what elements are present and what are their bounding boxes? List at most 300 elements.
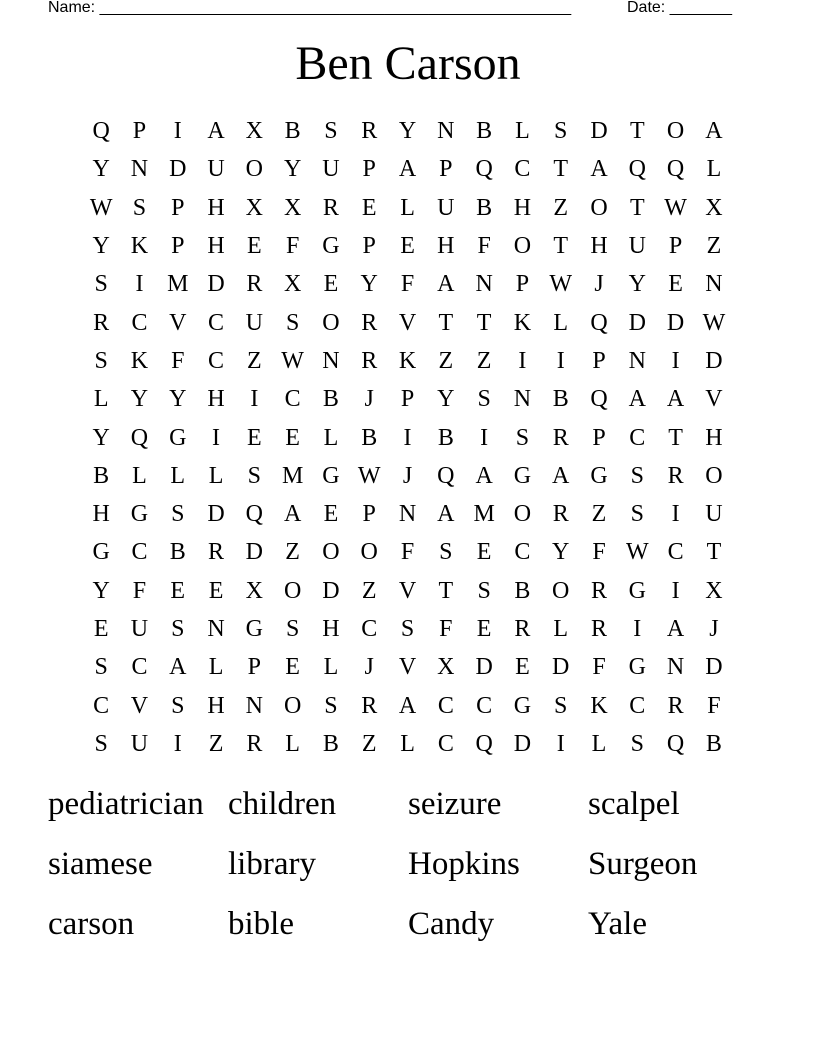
grid-letter: D	[628, 309, 646, 336]
grid-letter: U	[130, 730, 149, 757]
grid-letter: B	[437, 424, 454, 451]
grid-letter: Q	[475, 730, 493, 757]
grid-letter: B	[476, 118, 493, 145]
grid-row	[82, 610, 733, 648]
grid-letter: A	[666, 616, 685, 642]
grid-letter: W	[281, 347, 304, 374]
grid-letter: O	[513, 501, 532, 528]
grid-letter: N	[245, 692, 263, 719]
grid-letter: B	[169, 539, 186, 566]
grid-letter: I	[135, 271, 144, 298]
grid-letter: P	[668, 233, 683, 260]
grid-letter: F	[592, 654, 606, 681]
grid-letter: X	[283, 194, 302, 221]
grid-letter: P	[592, 347, 606, 374]
grid-letter: L	[591, 730, 607, 757]
grid-letter: C	[629, 424, 646, 451]
word-bank-row	[48, 774, 768, 834]
grid-letter: L	[93, 386, 109, 413]
word-bank-item: Hopkins	[408, 846, 520, 882]
grid-letter: K	[130, 347, 149, 374]
grid-letter: C	[208, 309, 225, 336]
grid-letter: L	[170, 462, 186, 489]
grid-letter: G	[322, 462, 340, 489]
grid-letter: B	[361, 424, 378, 451]
grid-letter: H	[207, 386, 225, 413]
grid-letter: F	[400, 271, 415, 298]
word-bank-item: children	[228, 786, 337, 822]
grid-letter: O	[552, 577, 570, 604]
grid-letter: P	[171, 194, 185, 221]
grid-letter: F	[285, 233, 300, 260]
grid-letter: H	[207, 692, 225, 719]
grid-letter: S	[515, 424, 530, 451]
grid-letter: S	[554, 692, 568, 719]
grid-letter: Y	[92, 424, 110, 451]
grid-letter: L	[553, 309, 569, 336]
grid-letter: D	[475, 654, 493, 681]
grid-letter: G	[130, 501, 149, 528]
name-date-header	[48, 0, 748, 18]
word-bank-item: scalpel	[588, 786, 680, 822]
grid-letter: C	[131, 654, 148, 681]
grid-letter: A	[552, 462, 570, 489]
grid-letter: I	[556, 347, 565, 374]
grid-letter: D	[552, 654, 570, 681]
word-bank-item: seizure	[408, 786, 502, 822]
grid-letter: L	[208, 462, 224, 489]
grid-letter: H	[92, 501, 110, 528]
grid-row	[82, 189, 733, 227]
grid-letter: I	[671, 577, 680, 604]
date-field-label: Date: _______	[627, 0, 732, 16]
grid-letter: S	[171, 501, 185, 528]
grid-letter: W	[89, 194, 113, 221]
grid-letter: Q	[245, 501, 263, 528]
grid-letter: S	[285, 616, 300, 642]
grid-letter: H	[513, 194, 532, 221]
grid-letter: H	[322, 616, 340, 642]
grid-letter: Z	[706, 233, 722, 260]
grid-letter: D	[705, 347, 723, 374]
grid-letter: G	[322, 233, 340, 260]
grid-letter: B	[552, 386, 569, 413]
grid-row	[82, 342, 733, 380]
grid-letter: E	[400, 233, 415, 260]
grid-letter: R	[667, 462, 684, 489]
grid-letter: X	[245, 194, 263, 221]
grid-letter: G	[513, 462, 532, 489]
grid-letter: Q	[590, 386, 608, 413]
grid-letter: G	[245, 616, 263, 642]
grid-row	[82, 686, 733, 724]
grid-letter: R	[591, 616, 608, 642]
grid-letter: N	[475, 271, 493, 298]
grid-letter: E	[93, 616, 109, 642]
grid-letter: R	[361, 118, 378, 145]
grid-letter: Q	[628, 156, 646, 183]
grid-letter: L	[132, 462, 147, 489]
grid-letter: S	[630, 501, 644, 528]
grid-letter: H	[437, 233, 455, 260]
grid-letter: O	[245, 156, 263, 183]
grid-letter: N	[322, 347, 340, 374]
grid-letter: E	[476, 616, 492, 642]
grid-letter: V	[705, 386, 723, 413]
grid-letter: W	[625, 539, 649, 566]
grid-letter: E	[476, 539, 492, 566]
page-title: Ben Carson	[295, 37, 521, 90]
grid-letter: H	[207, 194, 225, 221]
grid-letter: Y	[552, 539, 570, 566]
grid-letter: Z	[361, 577, 377, 604]
grid-letter: S	[400, 616, 415, 642]
letter-grid	[82, 112, 733, 763]
word-bank-item: Surgeon	[588, 846, 698, 882]
grid-letter: Q	[92, 118, 110, 145]
grid-letter: P	[439, 156, 453, 183]
grid-letter: J	[594, 271, 604, 298]
grid-letter: C	[208, 347, 225, 374]
grid-letter: O	[666, 118, 685, 145]
grid-letter: D	[245, 539, 263, 566]
grid-letter: C	[437, 730, 454, 757]
grid-letter: U	[705, 501, 723, 528]
grid-letter: A	[666, 386, 685, 413]
grid-letter: T	[553, 233, 569, 260]
grid-letter: V	[130, 692, 149, 719]
grid-letter: S	[171, 616, 185, 642]
grid-letter: W	[664, 194, 687, 221]
grid-letter: G	[169, 424, 187, 451]
grid-letter: K	[590, 692, 608, 719]
grid-letter: N	[398, 501, 417, 528]
grid-letter: S	[324, 692, 338, 719]
grid-letter: C	[476, 692, 493, 719]
grid-letter: A	[590, 156, 608, 183]
grid-letter: C	[131, 309, 148, 336]
grid-letter: B	[705, 730, 722, 757]
grid-letter: O	[705, 462, 723, 489]
grid-letter: A	[475, 462, 493, 489]
grid-letter: R	[208, 539, 225, 566]
grid-letter: Y	[92, 233, 110, 260]
grid-letter: N	[437, 118, 455, 145]
grid-letter: Q	[590, 309, 608, 336]
grid-row	[82, 572, 733, 610]
grid-letter: L	[553, 616, 569, 642]
grid-letter: F	[477, 233, 491, 260]
grid-letter: T	[629, 194, 645, 221]
grid-letter: R	[552, 424, 569, 451]
grid-letter: S	[630, 730, 644, 757]
grid-letter: D	[513, 730, 532, 757]
grid-letter: D	[322, 577, 340, 604]
grid-row	[82, 418, 733, 456]
grid-letter: O	[283, 692, 302, 719]
grid-letter: N	[130, 156, 149, 183]
grid-letter: R	[552, 501, 569, 528]
grid-letter: S	[94, 271, 108, 298]
grid-letter: D	[705, 654, 723, 681]
grid-letter: A	[169, 654, 187, 681]
grid-letter: F	[400, 539, 415, 566]
grid-letter: A	[398, 692, 417, 719]
grid-letter: D	[590, 118, 608, 145]
grid-letter: P	[592, 424, 606, 451]
grid-letter: W	[549, 271, 573, 298]
grid-letter: C	[514, 539, 531, 566]
grid-letter: E	[323, 501, 339, 528]
grid-letter: E	[285, 424, 300, 451]
grid-letter: O	[360, 539, 378, 566]
word-bank-item: pediatrician	[48, 786, 204, 822]
grid-letter: B	[476, 194, 493, 221]
grid-letter: L	[323, 654, 339, 681]
grid-letter: R	[361, 309, 378, 336]
grid-letter: I	[173, 730, 182, 757]
grid-letter: E	[170, 577, 186, 604]
grid-letter: R	[514, 616, 531, 642]
grid-letter: H	[207, 233, 225, 260]
grid-row	[82, 112, 733, 150]
word-bank-row	[48, 834, 768, 894]
grid-letter: U	[437, 194, 455, 221]
grid-letter: Z	[438, 347, 454, 374]
word-bank-item: siamese	[48, 846, 153, 882]
grid-letter: P	[171, 233, 185, 260]
grid-letter: I	[671, 501, 680, 528]
grid-letter: T	[629, 118, 645, 145]
grid-letter: K	[130, 233, 149, 260]
grid-letter: I	[212, 424, 221, 451]
grid-letter: S	[285, 309, 300, 336]
grid-letter: R	[322, 194, 339, 221]
grid-letter: T	[476, 309, 492, 336]
grid-letter: Y	[437, 386, 455, 413]
grid-letter: F	[132, 577, 147, 604]
grid-letter: Y	[169, 386, 187, 413]
grid-letter: O	[590, 194, 608, 221]
grid-letter: I	[173, 118, 182, 145]
grid-letter: X	[437, 654, 455, 681]
grid-letter: M	[473, 501, 495, 528]
grid-letter: R	[93, 309, 110, 336]
grid-letter: J	[402, 462, 413, 489]
grid-letter: D	[169, 156, 187, 183]
grid-letter: R	[246, 730, 263, 757]
word-bank-item: Yale	[588, 906, 647, 942]
grid-letter: A	[705, 118, 723, 145]
grid-letter: S	[94, 730, 108, 757]
grid-letter: W	[357, 462, 381, 489]
grid-letter: L	[208, 654, 224, 681]
grid-letter: L	[515, 118, 530, 145]
grid-letter: S	[132, 194, 147, 221]
grid-letter: K	[398, 347, 417, 374]
grid-letter: V	[398, 654, 417, 681]
grid-letter: S	[554, 118, 568, 145]
grid-letter: J	[709, 616, 719, 642]
grid-letter: P	[132, 118, 147, 145]
grid-letter: Q	[437, 462, 455, 489]
grid-letter: E	[247, 424, 262, 451]
grid-letter: P	[362, 233, 376, 260]
grid-letter: Y	[628, 271, 646, 298]
grid-letter: L	[323, 424, 339, 451]
grid-letter: A	[437, 501, 455, 528]
grid-letter: M	[281, 462, 304, 489]
grid-letter: Q	[130, 424, 149, 451]
word-bank-item: bible	[228, 906, 294, 942]
word-bank-item: Candy	[408, 906, 495, 942]
grid-letter: C	[131, 539, 148, 566]
grid-letter: R	[591, 577, 608, 604]
grid-letter: I	[556, 730, 565, 757]
grid-letter: E	[668, 271, 683, 298]
grid-row	[82, 265, 733, 303]
grid-letter: S	[439, 539, 453, 566]
grid-letter: Y	[283, 156, 302, 183]
grid-letter: S	[630, 462, 644, 489]
grid-row	[82, 303, 733, 341]
grid-letter: Y	[92, 156, 110, 183]
grid-letter: U	[628, 233, 646, 260]
name-field-label: Name: _____________________________________________________	[48, 0, 572, 16]
grid-letter: L	[400, 730, 415, 757]
grid-letter: C	[629, 692, 646, 719]
grid-letter: A	[207, 118, 225, 145]
grid-letter: D	[207, 501, 225, 528]
grid-letter: O	[322, 309, 340, 336]
grid-letter: G	[628, 654, 646, 681]
grid-letter: B	[322, 386, 339, 413]
grid-letter: I	[518, 347, 527, 374]
grid-letter: E	[285, 654, 300, 681]
grid-letter: C	[93, 692, 110, 719]
grid-letter: S	[94, 347, 108, 374]
grid-letter: G	[590, 462, 608, 489]
grid-letter: P	[362, 156, 376, 183]
grid-letter: F	[592, 539, 606, 566]
grid-letter: U	[245, 309, 263, 336]
grid-letter: A	[628, 386, 646, 413]
grid-letter: Y	[398, 118, 417, 145]
grid-letter: N	[705, 271, 723, 298]
grid-letter: X	[705, 194, 723, 221]
grid-letter: G	[628, 577, 646, 604]
grid-letter: S	[477, 386, 491, 413]
grid-letter: V	[398, 577, 417, 604]
grid-letter: Q	[666, 730, 685, 757]
grid-letter: Q	[666, 156, 685, 183]
grid-letter: N	[628, 347, 646, 374]
grid-letter: S	[94, 654, 108, 681]
grid-letter: M	[167, 271, 189, 298]
grid-letter: N	[207, 616, 225, 642]
grid-letter: B	[322, 730, 339, 757]
grid-letter: J	[364, 654, 374, 681]
grid-letter: G	[92, 539, 110, 566]
grid-letter: I	[250, 386, 259, 413]
grid-letter: Z	[361, 730, 377, 757]
grid-letter: J	[364, 386, 374, 413]
grid-row	[82, 495, 733, 533]
grid-letter: B	[514, 577, 531, 604]
grid-letter: D	[666, 309, 685, 336]
grid-letter: U	[207, 156, 225, 183]
grid-letter: T	[553, 156, 569, 183]
grid-letter: D	[207, 271, 225, 298]
grid-letter: N	[513, 386, 532, 413]
grid-letter: S	[324, 118, 338, 145]
grid-letter: Z	[285, 539, 300, 566]
grid-letter: X	[245, 577, 263, 604]
grid-letter: R	[667, 692, 684, 719]
grid-letter: S	[247, 462, 262, 489]
grid-letter: S	[477, 577, 491, 604]
grid-row	[82, 150, 733, 188]
grid-letter: N	[666, 654, 685, 681]
grid-letter: T	[438, 577, 454, 604]
grid-letter: B	[284, 118, 301, 145]
grid-letter: X	[283, 271, 302, 298]
grid-letter: H	[705, 424, 723, 451]
grid-letter: R	[361, 347, 378, 374]
grid-letter: O	[322, 539, 340, 566]
grid-letter: Y	[130, 386, 149, 413]
grid-letter: I	[671, 347, 680, 374]
grid-letter: I	[403, 424, 412, 451]
word-bank-row	[48, 894, 768, 954]
grid-letter: Y	[92, 577, 110, 604]
grid-row	[82, 533, 733, 571]
grid-letter: O	[513, 233, 532, 260]
word-bank-item: library	[228, 846, 316, 882]
grid-letter: O	[283, 577, 302, 604]
grid-letter: R	[246, 271, 263, 298]
grid-letter: F	[171, 347, 185, 374]
grid-letter: P	[400, 386, 415, 413]
grid-letter: P	[362, 501, 376, 528]
grid-letter: E	[208, 577, 224, 604]
grid-letter: C	[437, 692, 454, 719]
grid-row	[82, 457, 733, 495]
grid-letter: Z	[553, 194, 569, 221]
grid-letter: L	[706, 156, 722, 183]
grid-letter: F	[707, 692, 721, 719]
grid-letter: T	[706, 539, 722, 566]
grid-letter: X	[245, 118, 263, 145]
grid-letter: Q	[475, 156, 493, 183]
grid-letter: Z	[476, 347, 492, 374]
grid-letter: I	[480, 424, 489, 451]
grid-letter: E	[515, 654, 530, 681]
grid-letter: A	[283, 501, 302, 528]
grid-letter: K	[513, 309, 532, 336]
grid-letter: G	[513, 692, 532, 719]
grid-letter: P	[247, 654, 262, 681]
grid-letter: A	[437, 271, 455, 298]
grid-letter: V	[398, 309, 417, 336]
grid-letter: U	[322, 156, 340, 183]
grid-letter: Z	[591, 501, 607, 528]
grid-letter: C	[361, 616, 378, 642]
grid-letter: X	[705, 577, 723, 604]
grid-letter: R	[361, 692, 378, 719]
grid-letter: E	[323, 271, 339, 298]
grid-letter: V	[169, 309, 187, 336]
